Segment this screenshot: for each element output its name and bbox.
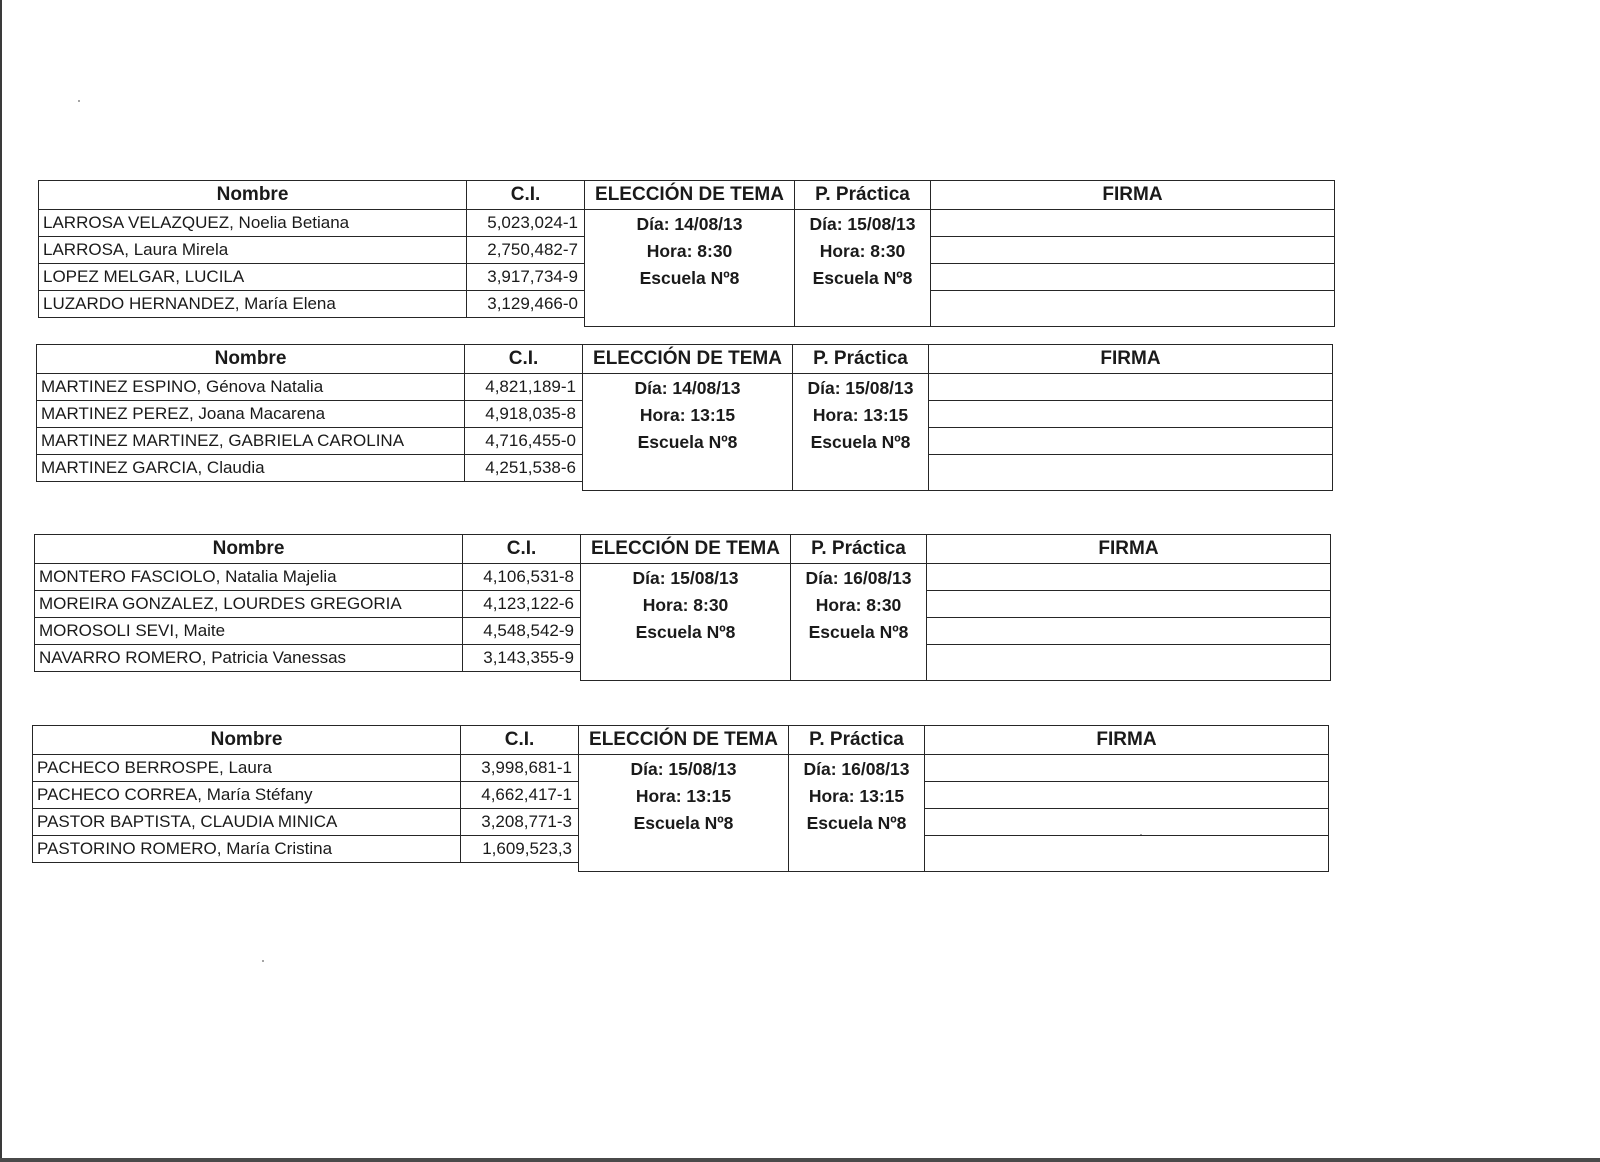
header-eleccion: ELECCIÓN DE TEMA bbox=[579, 726, 789, 755]
signature-cell[interactable] bbox=[931, 264, 1335, 291]
student-ci: 4,106,531-8 bbox=[463, 564, 581, 591]
header-nombre: Nombre bbox=[37, 345, 465, 374]
signature-cell[interactable] bbox=[929, 428, 1333, 455]
row-spacer bbox=[35, 672, 581, 681]
header-firma: FIRMA bbox=[929, 345, 1333, 374]
student-ci: 3,917,734-9 bbox=[467, 264, 585, 291]
practica-hora: Hora: 8:30 bbox=[815, 595, 902, 615]
header-practica: P. Práctica bbox=[793, 345, 929, 374]
row-spacer bbox=[39, 318, 585, 327]
eleccion-dia: Día: 15/08/13 bbox=[630, 759, 737, 779]
student-name: MARTINEZ MARTINEZ, GABRIELA CAROLINA bbox=[37, 428, 465, 455]
eleccion-schedule bbox=[581, 564, 791, 681]
scan-left-edge bbox=[0, 0, 2, 1162]
eleccion-hora: Hora: 8:30 bbox=[646, 241, 733, 261]
eleccion-hora: Hora: 8:30 bbox=[642, 595, 729, 615]
schedule-table-3 bbox=[34, 534, 1330, 686]
eleccion-schedule bbox=[583, 374, 793, 491]
header-eleccion: ELECCIÓN DE TEMA bbox=[583, 345, 793, 374]
row-spacer bbox=[37, 482, 583, 491]
student-name: PASTORINO ROMERO, María Cristina bbox=[33, 836, 461, 863]
practica-hora: Hora: 8:30 bbox=[819, 241, 906, 261]
eleccion-escuela: Escuela Nº8 bbox=[637, 432, 738, 452]
eleccion-schedule bbox=[585, 210, 795, 327]
scan-speck bbox=[78, 100, 80, 102]
scan-bottom-edge bbox=[0, 1158, 1600, 1162]
student-ci: 3,208,771-3 bbox=[461, 809, 579, 836]
student-name: NAVARRO ROMERO, Patricia Vanessas bbox=[35, 645, 463, 672]
student-ci: 1,609,523,3 bbox=[461, 836, 579, 863]
practica-escuela: Escuela Nº8 bbox=[810, 432, 911, 452]
student-ci: 4,918,035-8 bbox=[465, 401, 583, 428]
student-name: MARTINEZ GARCIA, Claudia bbox=[37, 455, 465, 482]
header-ci: C.I. bbox=[465, 345, 583, 374]
signature-cell[interactable] bbox=[929, 455, 1333, 491]
header-firma: FIRMA bbox=[925, 726, 1329, 755]
student-name: LUZARDO HERNANDEZ, María Elena bbox=[39, 291, 467, 318]
signature-cell[interactable] bbox=[927, 618, 1331, 645]
eleccion-escuela: Escuela Nº8 bbox=[635, 622, 736, 642]
practica-dia: Día: 16/08/13 bbox=[805, 568, 912, 588]
signature-cell[interactable] bbox=[927, 564, 1331, 591]
header-ci: C.I. bbox=[463, 535, 581, 564]
practica-dia: Día: 15/08/13 bbox=[809, 214, 916, 234]
signature-cell[interactable] bbox=[929, 374, 1333, 401]
eleccion-dia: Día: 14/08/13 bbox=[636, 214, 743, 234]
student-ci: 3,129,466-0 bbox=[467, 291, 585, 318]
practica-dia: Día: 16/08/13 bbox=[803, 759, 910, 779]
student-name: MONTERO FASCIOLO, Natalia Majelia bbox=[35, 564, 463, 591]
schedule-table-1 bbox=[38, 180, 1334, 332]
header-nombre: Nombre bbox=[35, 535, 463, 564]
header-firma: FIRMA bbox=[927, 535, 1331, 564]
signature-cell[interactable] bbox=[929, 401, 1333, 428]
eleccion-dia: Día: 15/08/13 bbox=[632, 568, 739, 588]
student-name: LARROSA VELAZQUEZ, Noelia Betiana bbox=[39, 210, 467, 237]
row-spacer bbox=[33, 863, 579, 872]
schedule-table-2 bbox=[36, 344, 1332, 496]
schedule-table-4 bbox=[32, 725, 1328, 877]
header-ci: C.I. bbox=[461, 726, 579, 755]
signature-cell[interactable] bbox=[925, 782, 1329, 809]
practica-schedule bbox=[789, 755, 925, 872]
student-ci: 4,548,542-9 bbox=[463, 618, 581, 645]
student-ci: 3,998,681-1 bbox=[461, 755, 579, 782]
eleccion-escuela: Escuela Nº8 bbox=[639, 268, 740, 288]
practica-schedule bbox=[791, 564, 927, 681]
header-eleccion: ELECCIÓN DE TEMA bbox=[581, 535, 791, 564]
signature-cell[interactable] bbox=[931, 237, 1335, 264]
practica-schedule bbox=[795, 210, 931, 327]
signature-cell[interactable] bbox=[931, 210, 1335, 237]
eleccion-hora: Hora: 13:15 bbox=[635, 786, 732, 806]
eleccion-hora: Hora: 13:15 bbox=[639, 405, 736, 425]
student-ci: 5,023,024-1 bbox=[467, 210, 585, 237]
practica-escuela: Escuela Nº8 bbox=[808, 622, 909, 642]
practica-schedule bbox=[793, 374, 929, 491]
student-ci: 4,251,538-6 bbox=[465, 455, 583, 482]
signature-cell[interactable] bbox=[927, 591, 1331, 618]
header-nombre: Nombre bbox=[33, 726, 461, 755]
practica-hora: Hora: 13:15 bbox=[812, 405, 909, 425]
student-name: MARTINEZ ESPINO, Génova Natalia bbox=[37, 374, 465, 401]
header-ci: C.I. bbox=[467, 181, 585, 210]
practica-hora: Hora: 13:15 bbox=[808, 786, 905, 806]
header-nombre: Nombre bbox=[39, 181, 467, 210]
student-ci: 3,143,355-9 bbox=[463, 645, 581, 672]
student-name: MARTINEZ PEREZ, Joana Macarena bbox=[37, 401, 465, 428]
signature-cell[interactable] bbox=[927, 645, 1331, 681]
student-name: LOPEZ MELGAR, LUCILA bbox=[39, 264, 467, 291]
student-ci: 4,716,455-0 bbox=[465, 428, 583, 455]
signature-cell[interactable] bbox=[925, 755, 1329, 782]
student-ci: 4,662,417-1 bbox=[461, 782, 579, 809]
student-ci: 4,821,189-1 bbox=[465, 374, 583, 401]
signature-cell[interactable] bbox=[925, 836, 1329, 872]
header-eleccion: ELECCIÓN DE TEMA bbox=[585, 181, 795, 210]
header-firma: FIRMA bbox=[931, 181, 1335, 210]
eleccion-escuela: Escuela Nº8 bbox=[633, 813, 734, 833]
practica-escuela: Escuela Nº8 bbox=[806, 813, 907, 833]
student-name: PASTOR BAPTISTA, CLAUDIA MINICA bbox=[33, 809, 461, 836]
student-name: LARROSA, Laura Mirela bbox=[39, 237, 467, 264]
student-name: PACHECO BERROSPE, Laura bbox=[33, 755, 461, 782]
eleccion-schedule bbox=[579, 755, 789, 872]
eleccion-dia: Día: 14/08/13 bbox=[634, 378, 741, 398]
student-name: MOREIRA GONZALEZ, LOURDES GREGORIA bbox=[35, 591, 463, 618]
header-practica: P. Práctica bbox=[791, 535, 927, 564]
header-practica: P. Práctica bbox=[789, 726, 925, 755]
student-ci: 4,123,122-6 bbox=[463, 591, 581, 618]
signature-cell[interactable] bbox=[931, 291, 1335, 327]
header-practica: P. Práctica bbox=[795, 181, 931, 210]
student-name: MOROSOLI SEVI, Maite bbox=[35, 618, 463, 645]
student-ci: 2,750,482-7 bbox=[467, 237, 585, 264]
student-name: PACHECO CORREA, María Stéfany bbox=[33, 782, 461, 809]
signature-cell[interactable] bbox=[925, 809, 1329, 836]
practica-escuela: Escuela Nº8 bbox=[812, 268, 913, 288]
practica-dia: Día: 15/08/13 bbox=[807, 378, 914, 398]
scan-speck bbox=[262, 960, 264, 962]
